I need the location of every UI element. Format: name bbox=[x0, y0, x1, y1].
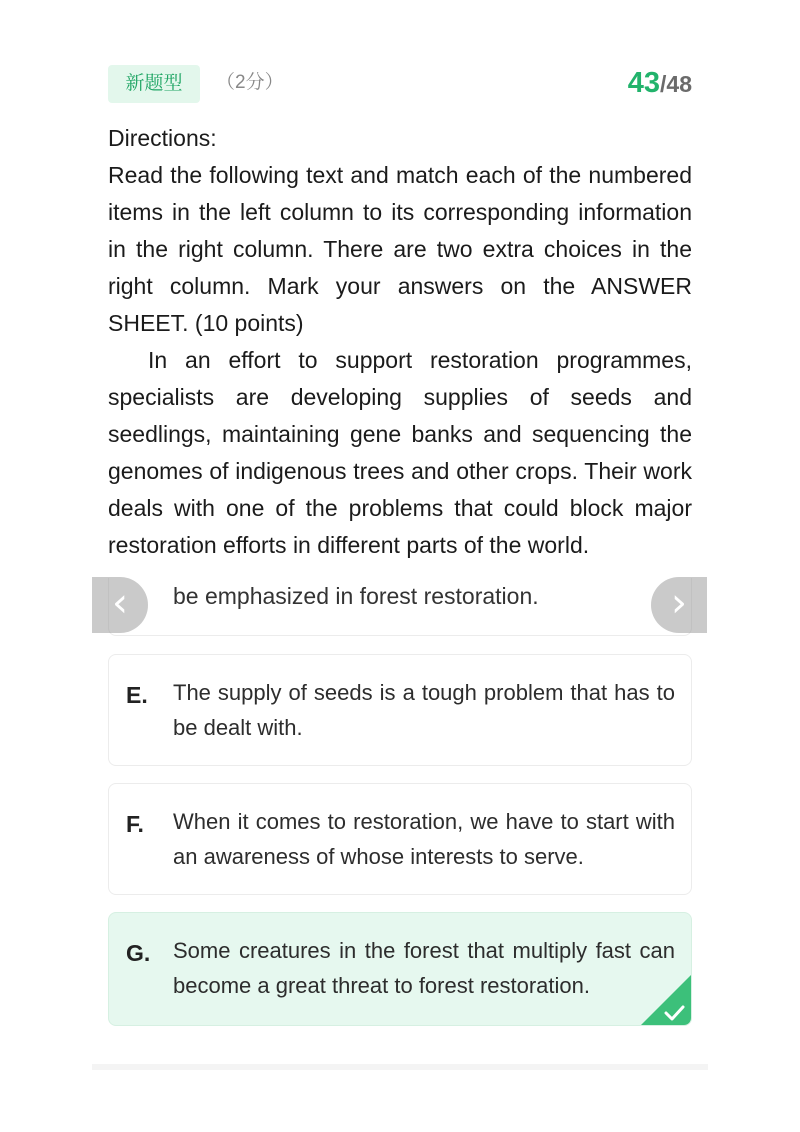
directions-text: Read the following text and match each of the numbered items in the left column to its corresponding information in the right column. There are two extra choices in the right column. Mark your answers on the ANSWER SHEET. (10 points) bbox=[108, 162, 692, 336]
reading-passage bbox=[108, 120, 692, 564]
option-f[interactable] bbox=[108, 783, 692, 895]
previous-option-text: be emphasized in forest restoration. bbox=[173, 583, 539, 609]
option-g[interactable] bbox=[108, 912, 692, 1026]
option-text: The supply of seeds is a tough problem that has to be dealt with. bbox=[173, 680, 675, 740]
question-progress bbox=[628, 63, 692, 103]
progress-separator: / bbox=[660, 71, 667, 97]
prev-button[interactable] bbox=[92, 577, 148, 633]
checkmark-icon bbox=[641, 975, 691, 1025]
directions-label: Directions: bbox=[108, 125, 217, 151]
option-letter: F. bbox=[126, 811, 144, 837]
next-button[interactable] bbox=[651, 577, 707, 633]
option-text: When it comes to restoration, we have to start with an awareness of whose interests to serve. bbox=[173, 809, 675, 869]
question-score: （2分） bbox=[216, 72, 284, 93]
progress-total: 48 bbox=[666, 71, 692, 97]
chevron-left-icon: ‹ bbox=[112, 580, 128, 626]
footer-divider bbox=[92, 1064, 708, 1070]
progress-current: 43 bbox=[627, 67, 661, 99]
option-letter: E. bbox=[126, 682, 148, 708]
option-text: Some creatures in the forest that multiply fast can become a great threat to forest restoration. bbox=[173, 938, 675, 998]
previous-option-card[interactable] bbox=[108, 578, 692, 636]
chevron-right-icon: › bbox=[671, 580, 687, 626]
option-letter: G. bbox=[126, 940, 151, 966]
question-header bbox=[108, 63, 692, 103]
passage-paragraph: In an effort to support restoration programmes, specialists are developing supplies of seeds and seedlings, maintaining gene banks and sequencing the genomes of indigenous trees and other crops. Their work deals with one of the problems that could block major restoration efforts in different parts of the world. bbox=[108, 347, 692, 558]
question-type-badge: 新题型 bbox=[108, 65, 200, 103]
option-e[interactable] bbox=[108, 654, 692, 766]
